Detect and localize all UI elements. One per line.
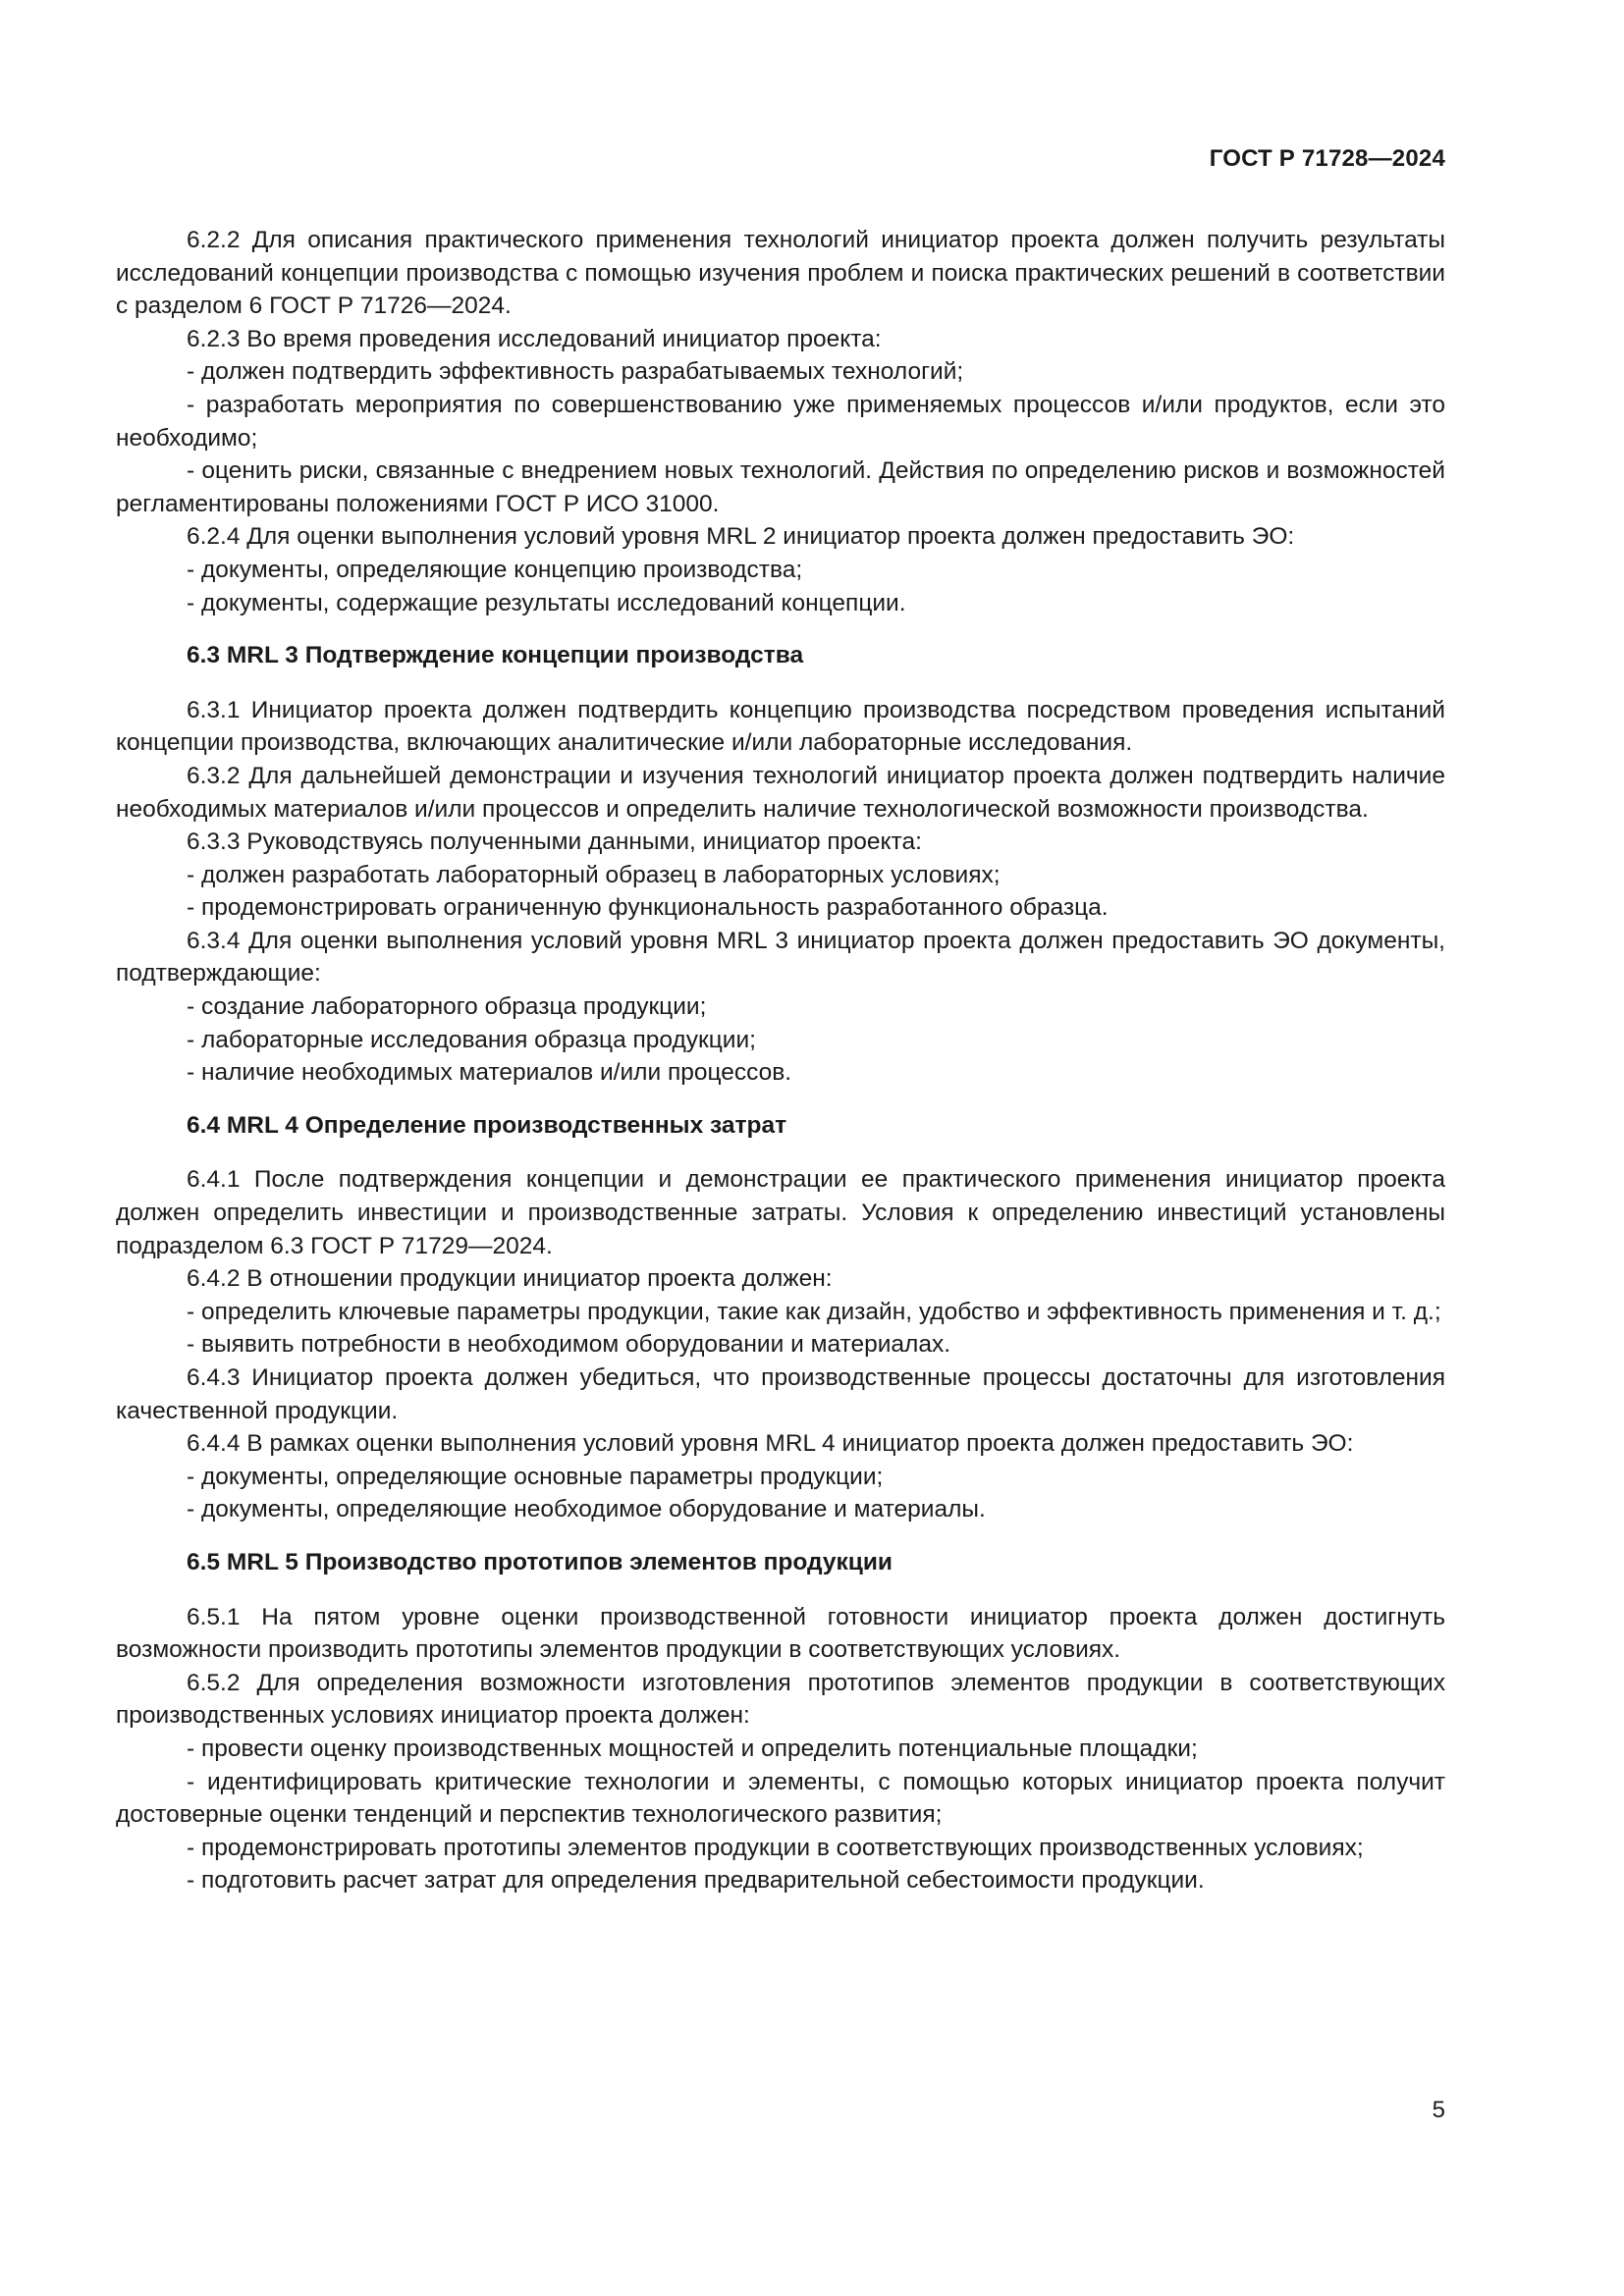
list-item: - лабораторные исследования образца продукции; [187, 1026, 756, 1053]
list-item: - продемонстрировать прототипы элементов продукции в соответствующих производственных условиях; [187, 1834, 1364, 1861]
paragraph: 6.5.2 Для определения возможности изготовления прототипов элементов продукции в соответствующих производственных условиях инициатор проекта должен: [116, 1669, 1445, 1730]
paragraph: 6.3.2 Для дальнейшей демонстрации и изучения технологий инициатор проекта должен подтвердить наличие необходимых материалов и/или процессов и определить наличие технологической возможности производства. [116, 762, 1445, 823]
list-item: - документы, определяющие необходимое оборудование и материалы. [187, 1496, 986, 1523]
list-item: - провести оценку производственных мощностей и определить потенциальные площадки; [187, 1735, 1198, 1762]
list-item: - должен подтвердить эффективность разрабатываемых технологий; [187, 358, 964, 386]
paragraph: 6.4.3 Инициатор проекта должен убедиться, что производственные процессы достаточны для изготовления качественной продукции. [116, 1364, 1445, 1424]
list-item: - создание лабораторного образца продукции; [187, 993, 707, 1021]
list-item: - оценить риски, связанные с внедрением новых технологий. Действия по определению рисков и возможностей регламентированы положениями ГОСТ Р ИСО 31000. [116, 457, 1445, 517]
paragraph: 6.2.3 Во время проведения исследований инициатор проекта: [187, 325, 882, 352]
paragraph: 6.3.3 Руководствуясь полученными данными, инициатор проекта: [187, 828, 922, 856]
list-item: - документы, определяющие основные параметры продукции; [187, 1463, 884, 1490]
list-item: - наличие необходимых материалов и/или процессов. [187, 1059, 792, 1087]
paragraph: 6.3.1 Инициатор проекта должен подтвердить концепцию производства посредством проведения испытаний концепции производства, включающих аналитические и/или лабораторные исследования. [116, 696, 1445, 757]
list-item: - документы, определяющие концепцию производства; [187, 556, 803, 583]
paragraph: 6.4.1 После подтверждения концепции и демонстрации ее практического применения инициатор проекта должен определить инвестиции и производственные затраты. Условия к определению инвестиций установлены подразделом 6.3 ГОСТ Р 71729—2024. [116, 1166, 1445, 1259]
document-body [116, 224, 1445, 1897]
list-item: - должен разработать лабораторный образец в лабораторных условиях; [187, 861, 1001, 888]
section-heading: 6.4 MRL 4 Определение производственных затрат [187, 1111, 787, 1139]
section-heading: 6.5 MRL 5 Производство прототипов элементов продукции [187, 1548, 893, 1575]
list-item: - подготовить расчет затрат для определения предварительной себестоимости продукции. [187, 1867, 1205, 1895]
page-number: 5 [1432, 2097, 1445, 2123]
paragraph: 6.4.4 В рамках оценки выполнения условий уровня MRL 4 инициатор проекта должен предоставить ЭО: [187, 1430, 1354, 1458]
section-heading: 6.3 MRL 3 Подтверждение концепции производства [187, 642, 804, 669]
paragraph: 6.3.4 Для оценки выполнения условий уровня MRL 3 инициатор проекта должен предоставить ЭО документы, подтверждающие: [116, 927, 1445, 988]
list-item: - идентифицировать критические технологии и элементы, с помощью которых инициатор проекта получит достоверные оценки тенденций и перспектив технологического развития; [116, 1768, 1445, 1829]
list-item: - определить ключевые параметры продукции, такие как дизайн, удобство и эффективность применения и т. д.; [187, 1298, 1441, 1325]
paragraph: 6.5.1 На пятом уровне оценки производственной готовности инициатор проекта должен достигнуть возможности производить прототипы элементов продукции в соответствующих условиях. [116, 1603, 1445, 1664]
list-item: - документы, содержащие результаты исследований концепции. [187, 589, 906, 616]
paragraph: 6.2.4 Для оценки выполнения условий уровня MRL 2 инициатор проекта должен предоставить ЭО: [187, 523, 1295, 551]
list-item: - разработать мероприятия по совершенствованию уже применяемых процессов и/или продуктов, если это необходимо; [116, 391, 1445, 452]
list-item: - выявить потребности в необходимом оборудовании и материалах. [187, 1331, 951, 1359]
list-item: - продемонстрировать ограниченную функциональность разработанного образца. [187, 894, 1109, 922]
paragraph: 6.2.2 Для описания практического применения технологий инициатор проекта должен получить результаты исследований концепции производства с помощью изучения проблем и поиска практических решений в соответствии с разделом 6 ГОСТ Р 71726—2024. [116, 227, 1445, 320]
document-header-id: ГОСТ Р 71728—2024 [1209, 145, 1445, 172]
paragraph: 6.4.2 В отношении продукции инициатор проекта должен: [187, 1265, 833, 1293]
